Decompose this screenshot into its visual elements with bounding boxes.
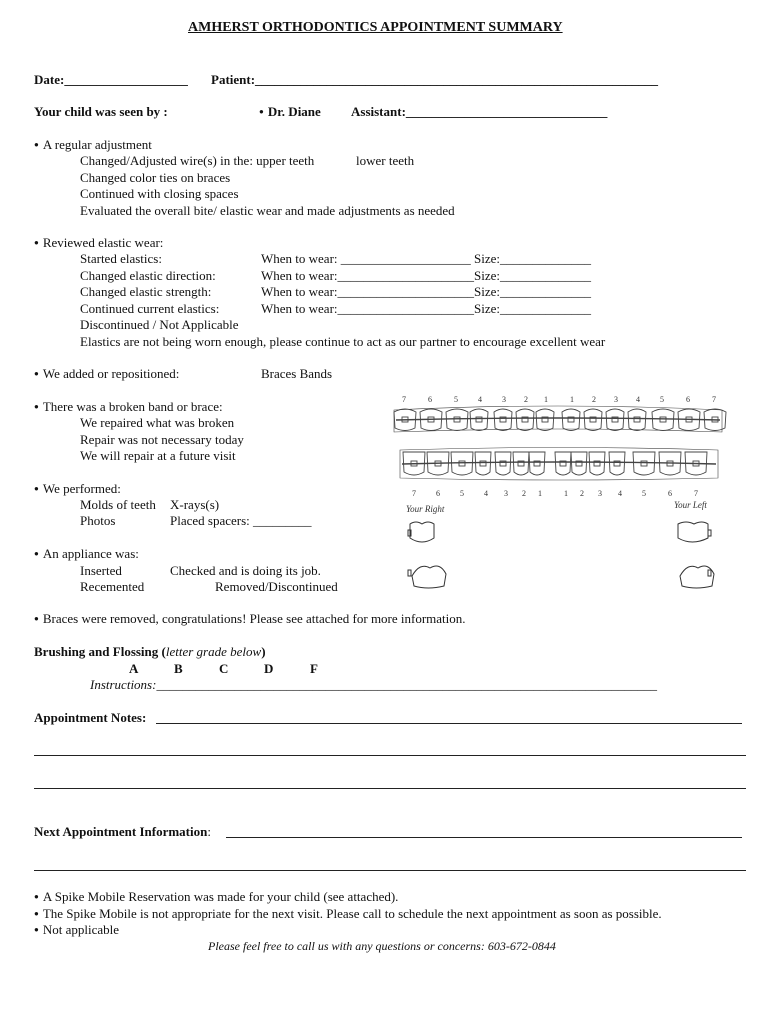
page-title: AMHERST ORTHODONTICS APPOINTMENT SUMMARY — [188, 20, 563, 35]
lower-tooth — [571, 452, 587, 475]
lower-tooth — [475, 452, 491, 475]
elastics-heading[interactable]: ● Reviewed elastic wear: — [34, 235, 163, 251]
upper-tooth-number: 6 — [686, 395, 690, 404]
upper-tooth — [628, 409, 646, 431]
appointment-notes-label: Appointment Notes: — [34, 710, 147, 725]
lower-tooth-number: 4 — [484, 489, 488, 498]
elastic-row-label[interactable]: Started elastics: — [80, 251, 162, 266]
next-appointment-line[interactable] — [34, 870, 746, 871]
brushing-label-bold: Brushing and Flossing ( — [34, 644, 166, 659]
lower-tooth — [555, 452, 571, 475]
evaluated-bite-option[interactable]: Evaluated the overall bite/ elastic wear and made adjustments as needed — [80, 203, 455, 218]
upper-tooth-number: 3 — [614, 395, 618, 404]
lower-tooth-numbers — [412, 489, 698, 498]
recemented-option[interactable]: Recemented — [80, 579, 145, 594]
bracket — [634, 417, 640, 422]
elastic-row-fields[interactable]: When to wear: ____________________ Size:______________ — [261, 251, 592, 266]
molar-sketch-right-lower — [408, 566, 446, 588]
upper-tooth — [584, 409, 602, 431]
spike-not-appropriate-option[interactable]: ● The Spike Mobile is not appropriate for the next visit. Please call to schedule the next appointment as soon as possible. — [34, 906, 662, 922]
not-necessary-option[interactable]: Repair was not necessary today — [80, 432, 244, 447]
lower-tooth-number: 6 — [436, 489, 440, 498]
lower-tooth-number: 3 — [504, 489, 508, 498]
date-field[interactable]: Date:___________________ — [34, 72, 188, 87]
lower-tooth-number: 5 — [642, 489, 646, 498]
lower-tooth-number: 7 — [694, 489, 698, 498]
spike-reserved-option[interactable]: ● A Spike Mobile Reservation was made for your child (see attached). — [34, 889, 398, 905]
future-repair-option[interactable]: We will repair at a future visit — [80, 448, 236, 463]
your-right-label: Your Right — [406, 504, 445, 514]
grade-b[interactable]: B — [174, 661, 183, 676]
grade-a[interactable]: A — [129, 661, 139, 676]
teeth-diagram — [388, 390, 733, 602]
upper-tooth-number: 4 — [478, 395, 482, 404]
upper-tooth — [562, 409, 580, 431]
molar-sketch-right-upper — [408, 522, 434, 542]
upper-tooth — [652, 409, 674, 431]
elastic-row-label[interactable]: Changed elastic direction: — [80, 268, 216, 283]
grade-f[interactable]: F — [310, 661, 318, 676]
adjusted-wire-option[interactable]: Changed/Adjusted wire(s) in the: upper teeth — [80, 153, 315, 168]
brushing-label — [34, 644, 266, 660]
checked-option[interactable]: Checked and is doing its job. — [170, 563, 321, 578]
brushing-label-close: ) — [261, 644, 266, 659]
seen-by-label: Your child was seen by : — [34, 104, 168, 119]
discontinued-option[interactable]: Discontinued / Not Applicable — [80, 317, 239, 332]
your-left-label: Your Left — [674, 500, 707, 510]
elastic-row-fields[interactable]: When to wear:_____________________Size:______________ — [261, 268, 592, 283]
upper-tooth-number: 1 — [570, 395, 574, 404]
elastic-row-fields[interactable]: When to wear:_____________________Size:______________ — [261, 301, 592, 316]
assistant-field[interactable]: Assistant:_______________________________ — [351, 104, 608, 119]
upper-tooth-number: 5 — [660, 395, 664, 404]
lower-tooth-number: 4 — [618, 489, 622, 498]
lower-tooth-number: 7 — [412, 489, 416, 498]
next-appointment-line[interactable] — [226, 837, 742, 838]
upper-tooth-number: 7 — [402, 395, 406, 404]
upper-tooth-number: 4 — [636, 395, 640, 404]
lower-arch — [400, 448, 718, 481]
lower-tooth — [589, 452, 605, 475]
bracket — [476, 417, 482, 422]
lower-tooth-number: 5 — [460, 489, 464, 498]
elastics-note-option[interactable]: Elastics are not being worn enough, please continue to act as our partner to encourage excellent wear — [80, 334, 606, 349]
lower-tooth — [609, 452, 625, 475]
molds-option[interactable]: Molds of teeth — [80, 497, 156, 512]
color-ties-option[interactable]: Changed color ties on braces — [80, 170, 231, 185]
repaired-option[interactable]: We repaired what was broken — [80, 415, 235, 430]
performed-heading[interactable]: ● We performed: — [34, 481, 121, 497]
removed-option[interactable]: Removed/Discontinued — [215, 579, 338, 594]
notes-line[interactable] — [34, 788, 746, 789]
xrays-option[interactable]: X-rays(s) — [170, 497, 220, 512]
brushing-label-italic: letter grade below — [165, 644, 262, 659]
lower-tooth-number: 3 — [598, 489, 602, 498]
bracket — [459, 461, 465, 466]
lower-tooth — [529, 452, 545, 475]
lower-tooth — [495, 452, 511, 475]
upper-arch — [394, 406, 726, 432]
next-appointment-text: Next Appointment Information — [34, 824, 208, 839]
elastic-row-fields[interactable]: When to wear:_____________________Size:______________ — [261, 284, 592, 299]
lower-teeth-option[interactable]: lower teeth — [356, 153, 415, 168]
adjustment-heading[interactable]: ● A regular adjustment — [34, 137, 152, 153]
elastic-row-label[interactable]: Changed elastic strength: — [80, 284, 212, 299]
upper-tooth — [470, 409, 488, 431]
upper-tooth — [536, 409, 554, 431]
upper-tooth-numbers — [402, 395, 716, 404]
elastic-row-label[interactable]: Continued current elastics: — [80, 301, 220, 316]
upper-tooth-number: 2 — [592, 395, 596, 404]
inserted-option[interactable]: Inserted — [80, 563, 122, 578]
braces-bands-options[interactable]: Braces Bands — [261, 366, 333, 381]
next-appointment-label — [34, 824, 211, 840]
upper-tooth — [606, 409, 624, 431]
lower-tooth-number: 6 — [668, 489, 672, 498]
lower-tooth — [513, 452, 529, 475]
lower-tooth-number: 1 — [564, 489, 568, 498]
upper-tooth-number: 6 — [428, 395, 432, 404]
upper-tooth-number: 7 — [712, 395, 716, 404]
upper-tooth — [516, 409, 534, 431]
next-appointment-colon: : — [207, 824, 211, 839]
upper-tooth — [494, 409, 512, 431]
lower-tooth — [633, 452, 655, 475]
notes-line[interactable] — [34, 755, 746, 756]
lower-tooth-number: 1 — [538, 489, 542, 498]
appliance-heading[interactable]: ● An appliance was: — [34, 546, 139, 562]
broken-heading[interactable]: ● There was a broken band or brace: — [34, 399, 223, 415]
upper-tooth-number: 1 — [544, 395, 548, 404]
photos-option[interactable]: Photos — [80, 513, 116, 528]
molar-sketch-left-lower — [680, 566, 714, 588]
spike-not-applicable-option[interactable]: ● Not applicable — [34, 922, 119, 938]
lower-tooth-number: 2 — [522, 489, 526, 498]
molar-sketch-left-upper — [678, 522, 711, 542]
added-heading[interactable]: ● We added or repositioned: — [34, 366, 179, 382]
grade-d[interactable]: D — [264, 661, 274, 676]
upper-tooth-number: 3 — [502, 395, 506, 404]
grade-c[interactable]: C — [219, 661, 229, 676]
upper-tooth-number: 2 — [524, 395, 528, 404]
patient-field[interactable]: Patient:______________________________________________________________ — [211, 72, 659, 87]
upper-tooth — [446, 409, 468, 431]
upper-tooth-number: 5 — [454, 395, 458, 404]
notes-line[interactable] — [156, 723, 742, 724]
bracket — [641, 461, 647, 466]
spacers-field[interactable]: Placed spacers: _________ — [170, 513, 312, 528]
lower-tooth-number: 2 — [580, 489, 584, 498]
braces-removed-option[interactable]: ● Braces were removed, congratulations! Please see attached for more information. — [34, 611, 466, 627]
footer-contact: Please feel free to call us with any questions or concerns: 603-672-0844 — [208, 939, 556, 953]
doctor-option[interactable]: ● Dr. Diane — [259, 104, 321, 120]
instructions-field[interactable]: Instructions:_____________________________________________________________________________ — [90, 677, 657, 692]
closing-spaces-option[interactable]: Continued with closing spaces — [80, 186, 239, 201]
